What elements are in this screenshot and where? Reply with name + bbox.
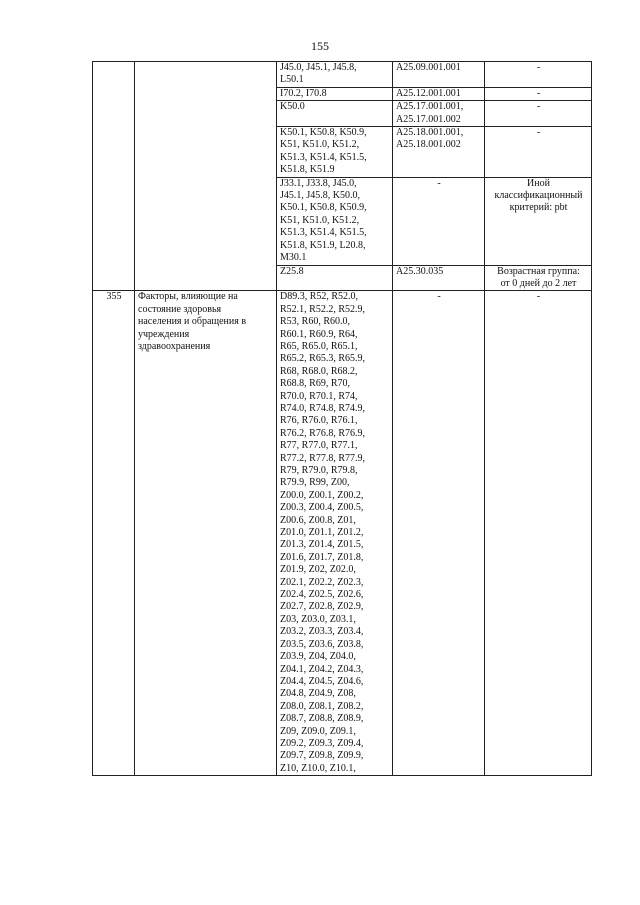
cell-line: - — [437, 177, 441, 189]
cell-line: Z03, Z03.0, Z03.1, — [280, 613, 356, 625]
cell-line: - — [536, 101, 541, 113]
cell-line: Z02.7, Z02.8, Z02.9, — [280, 601, 364, 613]
cell-name — [135, 291, 277, 776]
cell-line: Z03.2, Z03.3, Z03.4, — [280, 626, 364, 638]
cell-line: Z01.3, Z01.4, Z01.5, — [280, 539, 364, 551]
cell-line: I70.2, I70.8 — [280, 87, 327, 99]
cell-line: A25.17.001.001, — [396, 101, 464, 113]
cell-line: M30.1 — [280, 252, 307, 264]
cell-service — [393, 87, 485, 100]
cell-line: A25.18.001.002 — [396, 139, 461, 151]
cell-line: R76, R76.0, R76.1, — [280, 415, 358, 427]
cell-extra — [485, 291, 592, 776]
cell-line: R77, R77.0, R77.1, — [280, 440, 358, 452]
cell-line: Z09, Z09.0, Z09.1, — [280, 725, 356, 737]
cell-line: A25.18.001.001, — [396, 127, 464, 139]
cell-line: A25.30.035 — [396, 265, 444, 277]
cell-name — [135, 62, 277, 291]
cell-codes — [277, 177, 393, 265]
cell-line: - — [437, 291, 441, 303]
cell-line: R68.8, R69, R70, — [280, 378, 351, 390]
cell-line: Возрастная группа: — [497, 265, 580, 277]
cell-line: Z08.7, Z08.8, Z08.9, — [280, 713, 364, 725]
cell-line: R60.1, R60.9, R64, — [280, 328, 358, 340]
cell-line: K50.1, K50.8, K50.9, — [280, 127, 367, 139]
cell-line: R65, R65.0, R65.1, — [280, 340, 358, 352]
cell-line: от 0 дней до 2 лет — [500, 277, 577, 289]
cell-line: Z10, Z10.0, Z10.1, — [280, 762, 356, 774]
cell-line: K51.3, K51.4, K51.5, — [280, 151, 367, 163]
cell-line: Z02.1, Z02.2, Z02.3, — [280, 576, 364, 588]
cell-line: R74.0, R74.8, R74.9, — [280, 402, 366, 414]
classification-table — [92, 61, 592, 776]
cell-line: R52.1, R52.2, R52.9, — [280, 303, 366, 315]
cell-line: K51.3, K51.4, K51.5, — [280, 227, 367, 239]
cell-line: Z01.9, Z02, Z02.0, — [280, 564, 356, 576]
cell-line: Z04.8, Z04.9, Z08, — [280, 688, 356, 700]
cell-service — [393, 101, 485, 127]
cell-line: - — [536, 62, 541, 73]
cell-service — [393, 62, 485, 88]
cell-line: Z04.4, Z04.5, Z04.6, — [280, 675, 364, 687]
cell-line: R53, R60, R60.0, — [280, 316, 351, 328]
cell-extra — [485, 62, 592, 88]
cell-line: Z00.3, Z00.4, Z00.5, — [280, 502, 364, 514]
cell-line: классификационный — [494, 190, 583, 202]
cell-line: K51, K51.0, K51.2, — [280, 214, 360, 226]
cell-line: Z01.0, Z01.1, Z01.2, — [280, 527, 364, 539]
cell-extra — [485, 177, 592, 265]
cell-line: Z02.4, Z02.5, Z02.6, — [280, 589, 364, 601]
cell-line: R77.2, R77.8, R77.9, — [280, 452, 366, 464]
cell-line: K50.0 — [280, 101, 305, 113]
cell-line: A25.09.001.001 — [396, 62, 461, 73]
cell-line: учреждения — [138, 328, 190, 340]
cell-line: Z09.7, Z09.8, Z09.9, — [280, 750, 364, 762]
cell-line: K51.8, K51.9, L20.8, — [280, 239, 366, 251]
cell-line: R65.2, R65.3, R65.9, — [280, 353, 366, 365]
cell-line: A25.17.001.002 — [396, 113, 461, 125]
cell-line: Z08.0, Z08.1, Z08.2, — [280, 700, 364, 712]
cell-line: R68, R68.0, R68.2, — [280, 365, 358, 377]
cell-service — [393, 265, 485, 291]
cell-line: Z00.0, Z00.1, Z00.2, — [280, 489, 364, 501]
cell-line: J45.1, J45.8, K50.0, — [280, 190, 361, 202]
cell-line: J45.0, J45.1, J45.8, — [280, 62, 357, 73]
cell-codes — [277, 127, 393, 178]
cell-line: J33.1, J33.8, J45.0, — [280, 177, 357, 189]
cell-line: населения и обращения в — [138, 316, 247, 328]
cell-codes — [277, 101, 393, 127]
cell-service — [393, 127, 485, 178]
cell-line: Z00.6, Z00.8, Z01, — [280, 514, 356, 526]
table-row-355 — [93, 291, 592, 776]
cell-line: L50.1 — [280, 74, 304, 86]
cell-line: R70.0, R70.1, R74, — [280, 390, 358, 402]
cell-line: R76.2, R76.8, R76.9, — [280, 427, 366, 439]
table-row-continued-0 — [93, 62, 592, 88]
cell-extra — [485, 87, 592, 100]
cell-line: K50.1, K50.8, K50.9, — [280, 202, 367, 214]
cell-line: - — [536, 127, 541, 139]
cell-codes — [277, 87, 393, 100]
cell-extra — [485, 265, 592, 291]
page-number: 155 — [311, 39, 329, 53]
cell-line: Z09.2, Z09.3, Z09.4, — [280, 737, 364, 749]
cell-line: Z04.1, Z04.2, Z04.3, — [280, 663, 364, 675]
cell-extra — [485, 127, 592, 178]
cell-line: - — [536, 87, 541, 99]
cell-line: - — [536, 291, 541, 303]
cell-line: Z03.5, Z03.6, Z03.8, — [280, 638, 364, 650]
cell-extra — [485, 101, 592, 127]
cell-line: R79, R79.0, R79.8, — [280, 465, 358, 476]
cell-line: Факторы, влияющие на — [138, 291, 238, 303]
cell-line: K51.8, K51.9 — [280, 164, 335, 176]
cell-line: Z03.9, Z04, Z04.0, — [280, 651, 356, 663]
cell-line: Z25.8 — [280, 265, 304, 277]
cell-line: здравоохранения — [138, 340, 211, 352]
cell-line: Иной — [527, 177, 550, 189]
cell-service — [393, 177, 485, 265]
cell-number — [93, 62, 135, 291]
cell-service — [393, 291, 485, 776]
cell-codes — [277, 265, 393, 291]
cell-line: состояние здоровья — [138, 303, 222, 315]
cell-line: K51, K51.0, K51.2, — [280, 139, 360, 151]
cell-number: 355 — [93, 291, 135, 776]
cell-codes — [277, 62, 393, 88]
cell-line: D89.3, R52, R52.0, — [280, 291, 359, 303]
cell-line: критерий: pbt — [509, 202, 568, 214]
cell-codes — [277, 291, 393, 776]
cell-line: Z01.6, Z01.7, Z01.8, — [280, 551, 364, 563]
table-body — [93, 62, 592, 776]
cell-line: A25.12.001.001 — [396, 87, 461, 99]
cell-line: R79.9, R99, Z00, — [280, 477, 350, 489]
